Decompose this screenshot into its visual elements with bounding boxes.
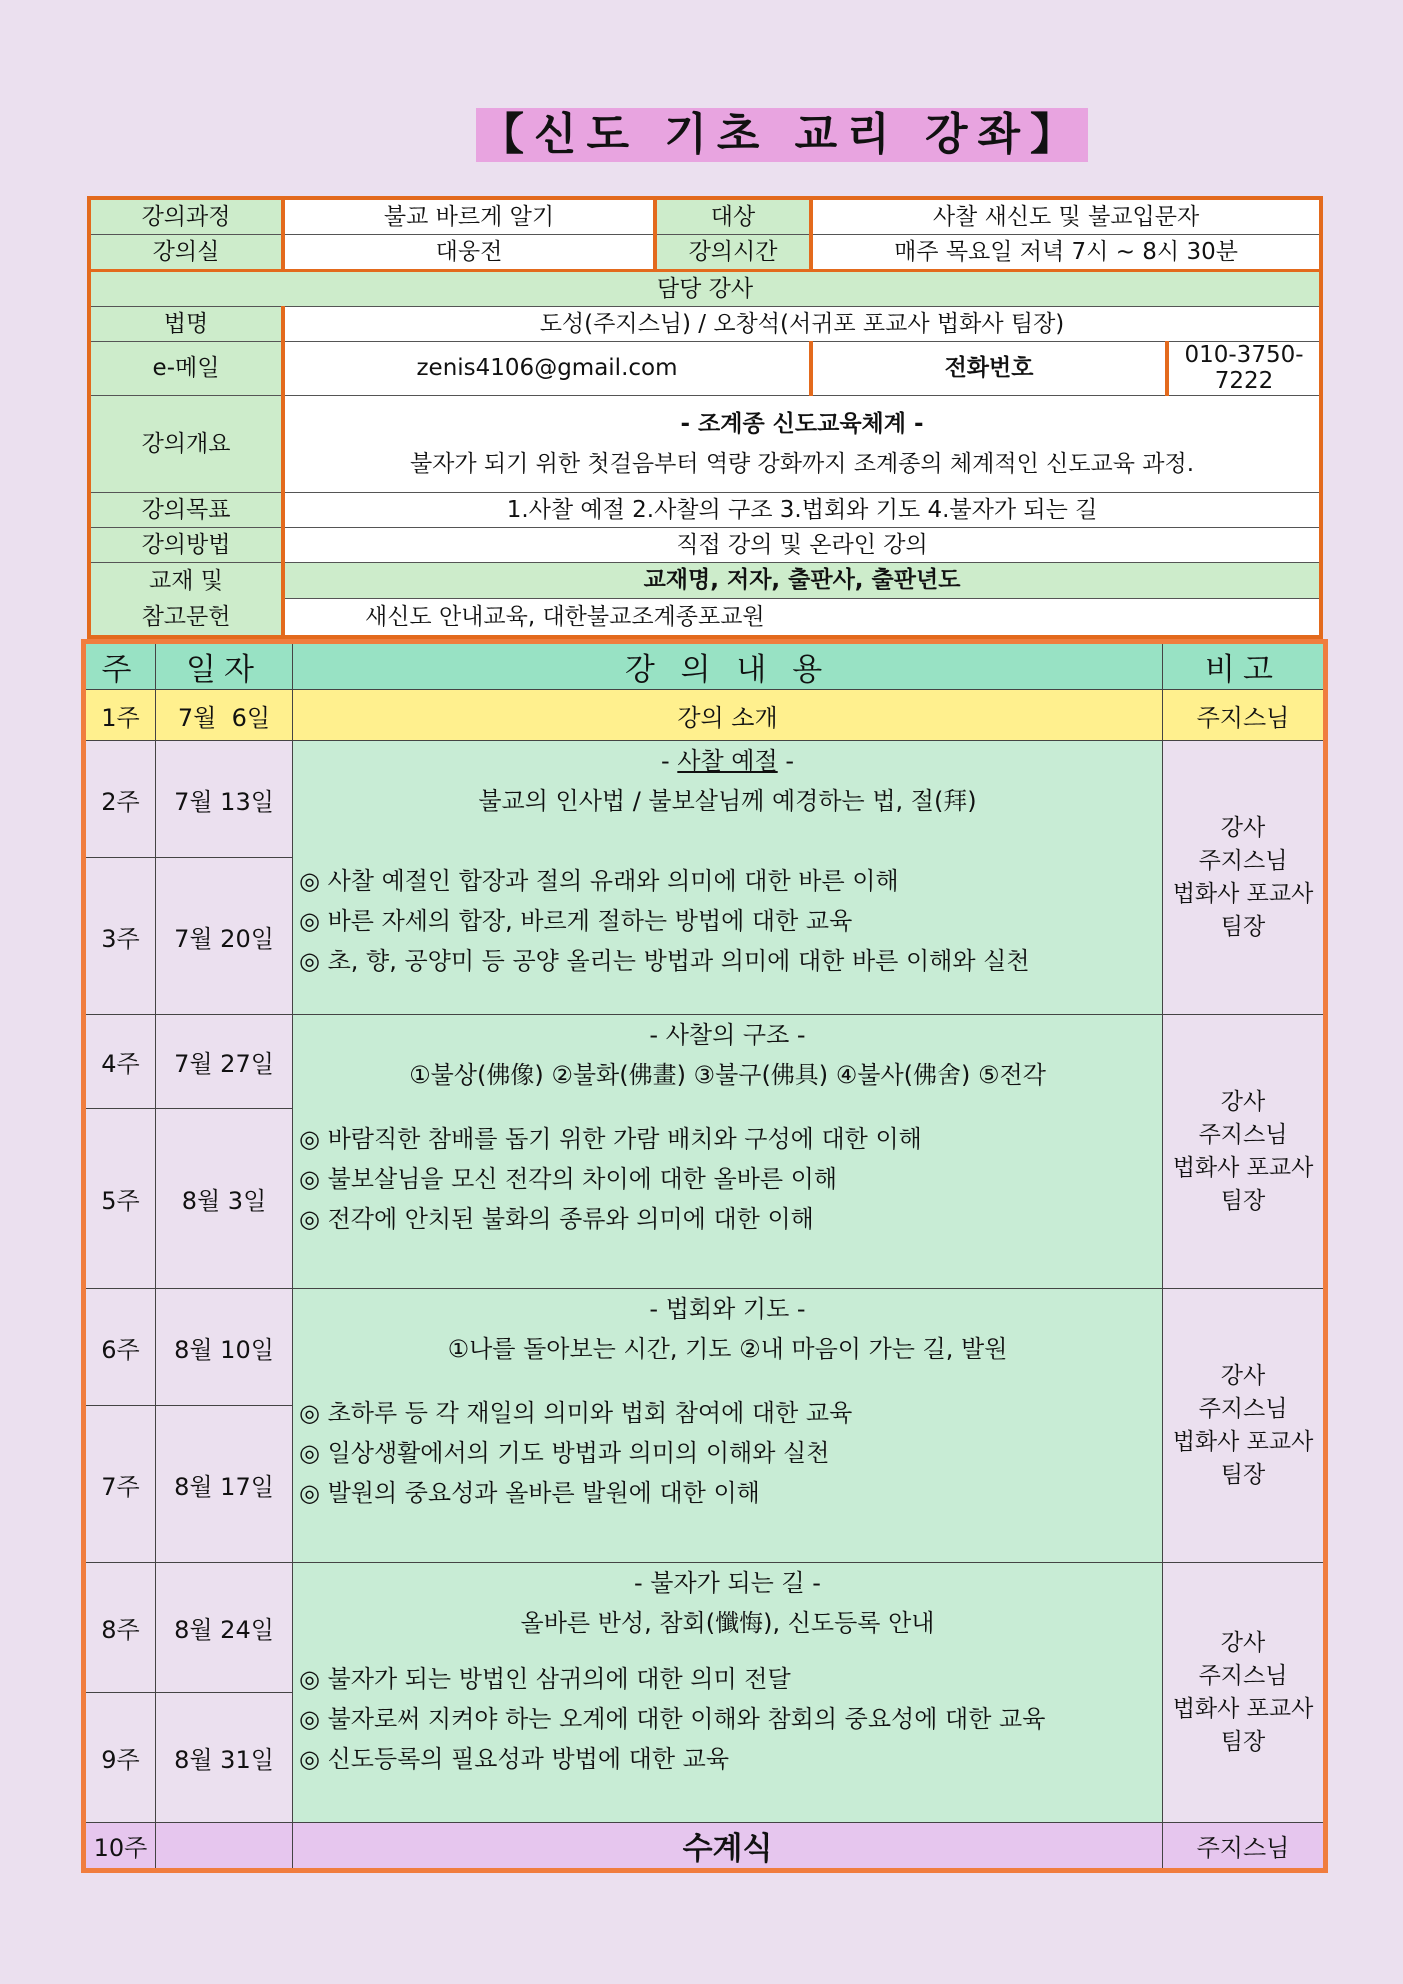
note-line: 강사 xyxy=(1220,1629,1266,1656)
topic-subtitle-3: ①나를 돌아보는 시간, 기도 ②내 마음이 가는 길, 발원 xyxy=(447,1335,1008,1363)
time-label: 강의시간 xyxy=(655,235,811,271)
content-block-2 xyxy=(293,1015,1163,1289)
note-block-1 xyxy=(1163,741,1326,1015)
note-line: 법화사 포교사 xyxy=(1172,1428,1314,1455)
topic-item: ◎ 신도등록의 필요성과 방법에 대한 교육 xyxy=(299,1745,730,1773)
week-8: 8주 xyxy=(84,1563,156,1693)
note-line: 주지스님 xyxy=(1198,1121,1288,1148)
topic-title-text-1: 사찰 예절 xyxy=(677,747,778,775)
target-label: 대상 xyxy=(655,198,811,235)
page-title: 【신도 기초 교리 강좌】 xyxy=(476,108,1088,162)
topic-subtitle-4: 올바른 반성, 참회(懺悔), 신도등록 안내 xyxy=(520,1609,935,1637)
note-line: 팀장 xyxy=(1220,1461,1266,1488)
phone-label: 전화번호 xyxy=(811,342,1167,396)
phone-value: 010-3750-7222 xyxy=(1167,342,1321,396)
note-block-2 xyxy=(1163,1015,1326,1289)
note-line: 법화사 포교사 xyxy=(1172,1695,1314,1722)
header-week: 주 xyxy=(84,642,156,690)
note-line: 주지스님 xyxy=(1198,1395,1288,1422)
email-value: zenis4106@gmail.com xyxy=(283,342,811,396)
content-block-3 xyxy=(293,1289,1163,1563)
schedule-table xyxy=(81,639,1328,1873)
topic-item: ◎ 바람직한 참배를 돕기 위한 가람 배치와 구성에 대한 이해 xyxy=(299,1125,922,1153)
note-line: 주지스님 xyxy=(1198,1662,1288,1689)
topic-item: ◎ 사찰 예절인 합장과 절의 유래와 의미에 대한 바른 이해 xyxy=(299,867,899,895)
note-line: 주지스님 xyxy=(1198,847,1288,874)
note-line: 강사 xyxy=(1220,1362,1266,1389)
topic-item: ◎ 발원의 중요성과 올바른 발원에 대한 이해 xyxy=(299,1479,760,1507)
textbook-header: 교재명, 저자, 출판사, 출판년도 xyxy=(283,562,1321,598)
date-1: 7월 6일 xyxy=(156,690,293,741)
note-line: 팀장 xyxy=(1220,1728,1266,1755)
topic-item: ◎ 초하루 등 각 재일의 의미와 법회 참여에 대한 교육 xyxy=(299,1399,853,1427)
topic-title-2: - 사찰의 구조 - xyxy=(649,1021,806,1049)
date-3: 7월 20일 xyxy=(156,858,293,1015)
course-label: 강의과정 xyxy=(89,198,283,235)
name-value: 도성(주지스님) / 오창석(서귀포 포교사 법화사 팀장) xyxy=(283,307,1321,342)
week-3: 3주 xyxy=(84,858,156,1015)
header-date: 일자 xyxy=(156,642,293,690)
date-10 xyxy=(156,1823,293,1871)
topic-item: ◎ 바른 자세의 합장, 바르게 절하는 방법에 대한 교육 xyxy=(299,907,853,935)
room-label: 강의실 xyxy=(89,235,283,271)
note-block-4 xyxy=(1163,1563,1326,1823)
date-2: 7월 13일 xyxy=(156,741,293,858)
date-7: 8월 17일 xyxy=(156,1406,293,1563)
overview-title: - 조계종 신도교육체계 - xyxy=(680,410,924,437)
header-content: 강 의 내 용 xyxy=(293,642,1163,690)
note-1: 주지스님 xyxy=(1163,690,1326,741)
date-8: 8월 24일 xyxy=(156,1563,293,1693)
topic-dash-right-1: - xyxy=(777,747,794,775)
email-label: e-메일 xyxy=(89,342,283,396)
instructor-header: 담당 강사 xyxy=(89,271,1321,307)
week-1: 1주 xyxy=(84,690,156,741)
topic-item: ◎ 불보살님을 모신 전각의 차이에 대한 올바른 이해 xyxy=(299,1165,838,1193)
topic-items-2 xyxy=(299,1119,1156,1239)
goal-label: 강의목표 xyxy=(89,492,283,527)
note-block-3 xyxy=(1163,1289,1326,1563)
topic-subtitle-2: ①불상(佛像) ②불화(佛畫) ③불구(佛具) ④불사(佛舍) ⑤전각 xyxy=(409,1061,1046,1089)
note-line: 법화사 포교사 xyxy=(1172,1154,1314,1181)
note-line: 팀장 xyxy=(1220,1187,1266,1214)
topic-item: ◎ 일상생활에서의 기도 방법과 의미의 이해와 실천 xyxy=(299,1439,830,1467)
topic-items-4 xyxy=(299,1659,1156,1779)
header-note: 비고 xyxy=(1163,642,1326,690)
topic-items-1 xyxy=(299,861,1156,981)
topic-dash-left-1: - xyxy=(661,747,678,775)
topic-title-3: - 법회와 기도 - xyxy=(649,1295,806,1323)
content-10: 수계식 xyxy=(293,1823,1163,1871)
topic-title-1 xyxy=(299,741,1156,781)
method-value: 직접 강의 및 온라인 강의 xyxy=(283,527,1321,562)
topic-item: ◎ 초, 향, 공양미 등 공양 올리는 방법과 의미에 대한 바른 이해와 실천 xyxy=(299,947,1030,975)
textbook-label xyxy=(89,562,283,637)
date-4: 7월 27일 xyxy=(156,1015,293,1109)
course-info-table xyxy=(87,196,1323,639)
date-6: 8월 10일 xyxy=(156,1289,293,1406)
overview-text: 불자가 되기 위한 첫걸음부터 역량 강화까지 조계종의 체계적인 신도교육 과정. xyxy=(409,450,1195,477)
date-9: 8월 31일 xyxy=(156,1693,293,1823)
goal-value: 1.사찰 예절 2.사찰의 구조 3.법회와 기도 4.불자가 되는 길 xyxy=(283,492,1321,527)
topic-title-4: - 불자가 되는 길 - xyxy=(634,1569,821,1597)
overview-cell xyxy=(283,395,1321,492)
week-4: 4주 xyxy=(84,1015,156,1109)
room-value: 대웅전 xyxy=(283,235,655,271)
note-line: 강사 xyxy=(1220,814,1266,841)
week-5: 5주 xyxy=(84,1109,156,1289)
note-line: 법화사 포교사 xyxy=(1172,880,1314,907)
date-5: 8월 3일 xyxy=(156,1109,293,1289)
topic-item: ◎ 전각에 안치된 불화의 종류와 의미에 대한 이해 xyxy=(299,1205,814,1233)
week-10: 10주 xyxy=(84,1823,156,1871)
topic-subtitle-1: 불교의 인사법 / 불보살님께 예경하는 법, 절(拜) xyxy=(478,787,977,815)
overview-label: 강의개요 xyxy=(89,395,283,492)
textbook-label-line1: 교재 및 xyxy=(149,567,223,594)
target-value: 사찰 새신도 및 불교입문자 xyxy=(811,198,1321,235)
week-6: 6주 xyxy=(84,1289,156,1406)
name-label: 법명 xyxy=(89,307,283,342)
week-9: 9주 xyxy=(84,1693,156,1823)
topic-item: ◎ 불자가 되는 방법인 삼귀의에 대한 의미 전달 xyxy=(299,1665,791,1693)
note-line: 강사 xyxy=(1220,1088,1266,1115)
time-value: 매주 목요일 저녁 7시 ~ 8시 30분 xyxy=(811,235,1321,271)
method-label: 강의방법 xyxy=(89,527,283,562)
textbook-label-line2: 참고문헌 xyxy=(141,603,231,630)
week-7: 7주 xyxy=(84,1406,156,1563)
content-block-1 xyxy=(293,741,1163,1015)
topic-items-3 xyxy=(299,1393,1156,1513)
note-10: 주지스님 xyxy=(1163,1823,1326,1871)
textbook-value: 새신도 안내교육, 대한불교조계종포교원 xyxy=(283,599,1321,637)
course-value: 불교 바르게 알기 xyxy=(283,198,655,235)
week-2: 2주 xyxy=(84,741,156,858)
note-line: 팀장 xyxy=(1220,913,1266,940)
content-1: 강의 소개 xyxy=(293,690,1163,741)
topic-item: ◎ 불자로써 지켜야 하는 오계에 대한 이해와 참회의 중요성에 대한 교육 xyxy=(299,1705,1046,1733)
content-block-4 xyxy=(293,1563,1163,1823)
